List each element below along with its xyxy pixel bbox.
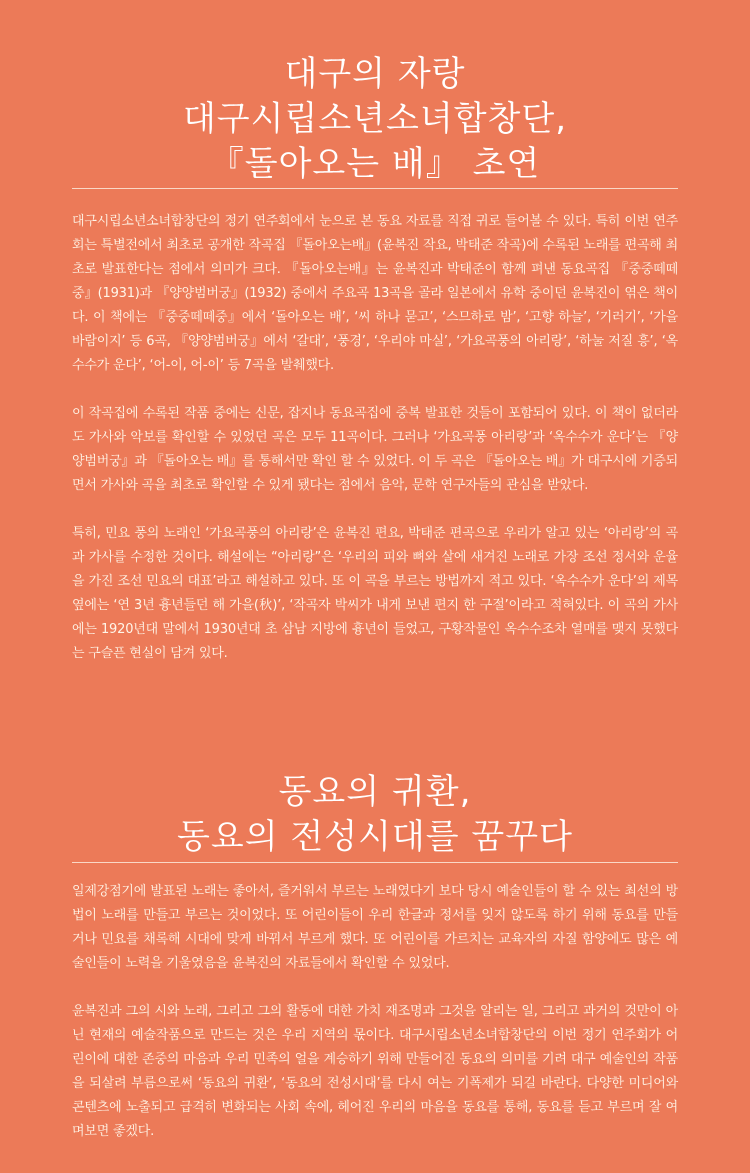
title-divider [72, 188, 678, 189]
article-body [72, 210, 678, 666]
paragraph: 일제강점기에 발표된 노래는 좋아서, 즐거워서 부르는 노래였다기 보다 당시 예술인들이 할 수 있는 최선의 방법이 노래를 만들고 부르는 것이었다. 또 어린이들이 우리 한글과 정서를 잊지 않도록 하기 위해 동요를 만들거나 민요를 채록해 시대에 맞게 바꿔서 부르게 했다. 또 어린이를 가르치는 교육자의 자질 함양에도 많은 예술인들이 노력을 기울였음을 윤복진의 자료들에서 확인할 수 있었다. [72, 884, 678, 971]
paragraph: 윤복진과 그의 시와 노래, 그리고 그의 활동에 대한 가치 재조명과 그것을 알리는 일, 그리고 과거의 것만이 아닌 현재의 예술작품으로 만드는 것은 우리 지역의 몫이다. 대구시립소년소녀합창단의 이번 정기 연주회가 어린이에 대한 존중의 마음과 우리 민족의 얼을 계승하기 위해 만들어진 동요의 의미를 기려 대구 예술인의 작품을 되살려 부름으로써 ‘동요의 귀환’, ‘동요의 전성시대’를 다시 여는 기폭제가 되길 바란다. 다양한 미디어와 콘텐츠에 노출되고 급격히 변화되는 사회 속에, 헤어진 우리의 마음을 동요를 통해, 동요를 듣고 부르며 잘 여며보면 좋겠다. [72, 1004, 678, 1139]
section-title [0, 770, 750, 860]
paragraph: 대구시립소년소녀합창단의 정기 연주회에서 눈으로 본 동요 자료를 직접 귀로 들어볼 수 있다. 특히 이번 연주회는 특별전에서 최초로 공개한 작곡집 『돌아오는배』(윤복진 작요, 박태준 작곡)에 수록된 노래를 편곡해 최초로 발표한다는 점에서 의미가 크다. 『돌아오는배』는 윤복진과 박태준이 함께 펴낸 동요곡집 『중중떼떼중』(1931)과 『양양범버궁』(1932) 중에서 주요곡 13곡을 골라 일본에서 유학 중이던 윤복진이 엮은 책이다. 이 책에는 『중중떼떼중』에서 ‘돌아오는 배’, ‘씨 하나 묻고’, ‘스므하로 밤’, ‘고향 하늘’, ‘기러기’, ‘가을 바람이지’ 등 6곡, 『양양범버궁』에서 ‘갈대’, ‘풍경’, ‘우리야 마실’, ‘가요곡풍의 아리랑’, ‘하눌 저질 흥’, ‘옥수수가 운다’, ‘어-이, 어-이’ 등 7곡을 발췌했다. [72, 214, 678, 373]
title-line-1: 동요의 귀환, [278, 772, 472, 812]
title-divider [72, 862, 678, 863]
paragraph: 이 작곡집에 수록된 작품 중에는 신문, 잡지나 동요곡집에 중복 발표한 것들이 포함되어 있다. 이 책이 없더라도 가사와 악보를 확인할 수 있었던 곡은 모두 11곡이다. 그러나 ‘가요곡풍 아리랑’과 ‘옥수수가 운다’는 『양양범버궁』과 『돌아오는 배』를 통해서만 확인 할 수 있었다. 이 두 곡은 『돌아오는 배』가 대구시에 기증되면서 가사와 곡을 최초로 확인할 수 있게 됐다는 점에서 음악, 문학 연구자들의 관심을 받았다. [72, 406, 678, 493]
title-line-2: 대구시립소년소녀합창단, [182, 99, 568, 139]
article-body [72, 880, 678, 1144]
title-line-3: 『돌아오는 배』 초연 [209, 144, 541, 184]
section-title [0, 52, 750, 187]
title-line-1: 대구의 자랑 [284, 54, 466, 94]
paragraph: 특히, 민요 풍의 노래인 ‘가요곡풍의 아리랑’은 윤복진 편요, 박태준 편곡으로 우리가 알고 있는 ‘아리랑’의 곡과 가사를 수정한 것이다. 해설에는 “아리랑”은 ‘우리의 피와 뼈와 살에 새겨진 노래로 가장 조선 정서와 운율을 가진 조선 민요의 대표’라고 해설하고 있다. 또 이 곡을 부르는 방법까지 적고 있다. ‘옥수수가 운다’의 제목 옆에는 ‘연 3년 흉년들던 해 가을(秋)’, ‘작곡자 박씨가 내게 보낸 편지 한 구절’이라고 적혀있다. 이 곡의 가사에는 1920년대 말에서 1930년대 초 삼남 지방에 흉년이 들었고, 구황작물인 옥수수조차 열매를 맺지 못했다는 구슬픈 현실이 담겨 있다. [72, 526, 678, 661]
title-line-2: 동요의 전성시대를 꿈꾸다 [177, 817, 573, 857]
